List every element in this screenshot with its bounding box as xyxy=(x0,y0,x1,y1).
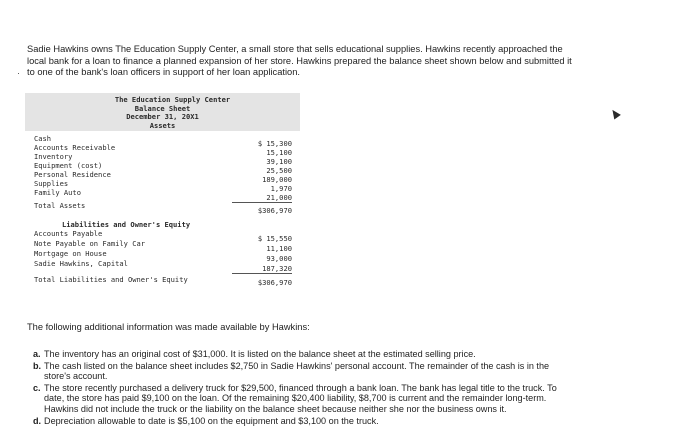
item-line: The cash listed on the balance sheet includes $2,750 in Sadie Hawkins' personal account. The remainder of the cash is in the xyxy=(44,360,550,371)
asset-label: Personal Residence xyxy=(34,170,111,179)
item-line: Depreciation allowable to date is $5,100 on the equipment and $3,100 on the truck. xyxy=(44,415,379,426)
liability-amount: 11,100 xyxy=(266,244,292,253)
asset-amount: 15,100 xyxy=(266,148,292,157)
intro-line: local bank for a loan to finance a planned expansion of her store. Hawkins prepared the balance sheet shown below and submitted it xyxy=(27,55,572,66)
item-line: The store recently purchased a delivery truck for $29,500, financed through a bank loan. The bank has legal title to the truck. To xyxy=(44,382,557,393)
item-line: Hawkins did not include the truck or the liability on the balance sheet because neither she nor the business owns it. xyxy=(44,403,507,414)
liability-amount: $ 15,550 xyxy=(257,234,292,243)
liability-amount: 93,000 xyxy=(266,254,292,263)
asset-label: Inventory xyxy=(34,152,73,161)
followup-list xyxy=(33,349,683,427)
total-liabilities-amount: $306,970 xyxy=(257,278,292,287)
asset-amount: 25,500 xyxy=(266,166,292,175)
statement-date: December 31, 20X1 xyxy=(126,112,199,121)
liabilities-heading: Liabilities and Owner's Equity xyxy=(62,220,191,229)
statement-title: Balance Sheet xyxy=(134,104,191,113)
list-item xyxy=(33,383,683,415)
intro-line: Sadie Hawkins owns The Education Supply Center, a small store that sells educational supplies. Hawkins recently approached the xyxy=(27,44,563,54)
asset-amount: 39,100 xyxy=(266,157,292,166)
item-letter: b. xyxy=(33,360,42,371)
balance-sheet xyxy=(25,93,300,295)
asset-label: Accounts Receivable xyxy=(34,143,116,152)
total-liabilities-label: Total Liabilities and Owner's Equity xyxy=(34,275,188,284)
list-item xyxy=(33,361,683,382)
bullet-dot: · xyxy=(17,68,20,78)
asset-label: Cash xyxy=(34,134,52,143)
asset-label: Equipment (cost) xyxy=(34,161,103,170)
followup-heading: The following additional information was made available by Hawkins: xyxy=(27,322,310,332)
company-name: The Education Supply Center xyxy=(114,95,231,104)
item-letter: d. xyxy=(33,415,42,426)
total-assets-label: Total Assets xyxy=(34,201,86,210)
item-letter: a. xyxy=(33,349,41,359)
liability-label: Sadie Hawkins, Capital xyxy=(34,259,128,268)
asset-label: Supplies xyxy=(34,179,69,188)
item-line: The inventory has an original cost of $31,000. It is listed on the balance sheet at the estimated selling price. xyxy=(44,349,476,359)
list-item xyxy=(33,349,683,360)
asset-amount: 1,970 xyxy=(270,184,292,193)
item-letter: c. xyxy=(33,382,41,393)
intro-paragraph xyxy=(27,44,689,79)
liability-label: Accounts Payable xyxy=(34,229,103,238)
liability-amount: 187,320 xyxy=(232,264,292,274)
intro-line: to one of the bank's loan officers in support of her loan application. xyxy=(27,67,300,78)
item-line: store's account. xyxy=(44,371,108,382)
list-item xyxy=(33,416,683,427)
item-line: date, the store has paid $9,100 on the loan. Of the remaining $20,400 liability, $8,700 is current and the remainder long-term. xyxy=(44,393,547,404)
asset-amount: $ 15,300 xyxy=(257,139,292,148)
asset-amount: 189,000 xyxy=(262,175,292,184)
asset-amount: 21,000 xyxy=(232,193,292,203)
liability-label: Note Payable on Family Car xyxy=(34,239,146,248)
assets-heading: Assets xyxy=(149,121,176,130)
asset-label: Family Auto xyxy=(34,188,81,197)
liability-label: Mortgage on House xyxy=(34,249,107,258)
total-assets-amount: $306,970 xyxy=(257,206,292,215)
mouse-cursor-icon xyxy=(609,108,621,120)
